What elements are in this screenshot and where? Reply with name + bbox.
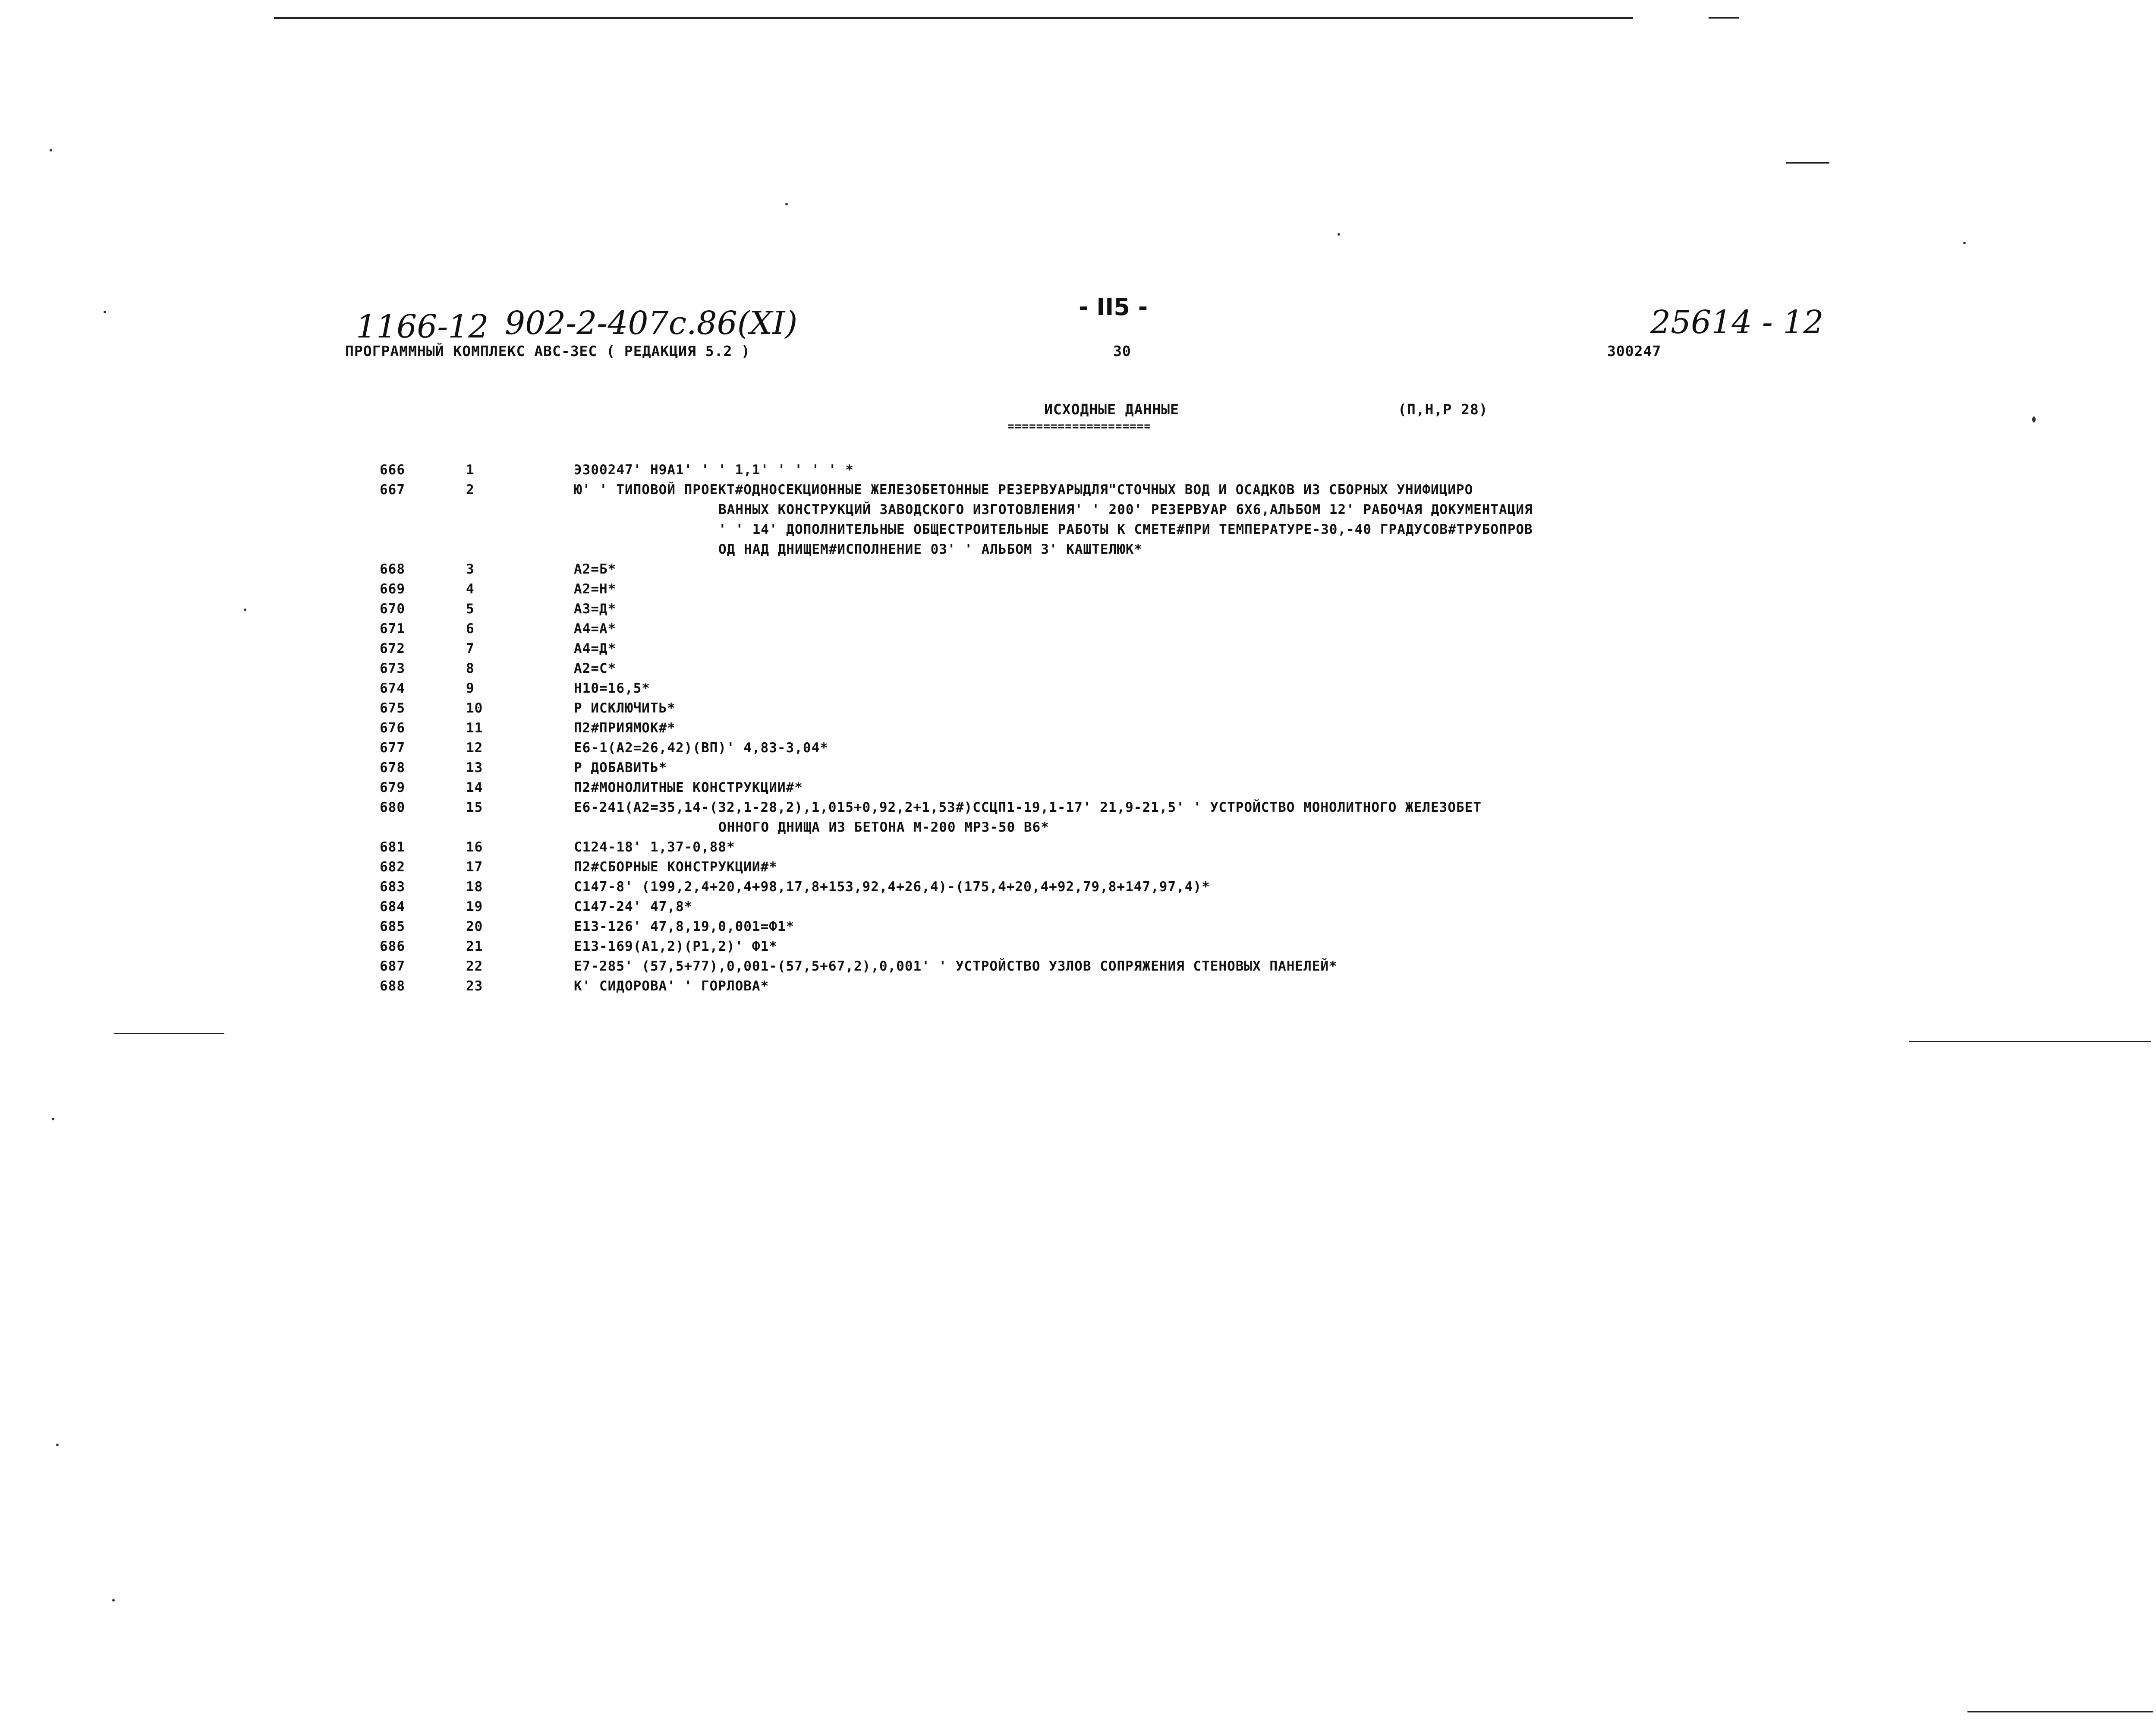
- row-content: [574, 936, 1873, 956]
- table-row: [380, 678, 1873, 698]
- row-index: 15: [466, 800, 483, 815]
- row-line: С147-8' (199,2,4+20,4+98,17,8+153,92,4+26,4)-(175,4+20,4+92,79,8+147,97,4)*: [574, 879, 1210, 895]
- row-line: А4=А*: [574, 621, 617, 637]
- table-row: [380, 897, 1873, 917]
- scan-speck: [104, 311, 106, 313]
- row-line: Е13-126' 47,8,19,0,001=Ф1*: [574, 919, 795, 934]
- row-content: [574, 460, 1873, 480]
- row-line: ОД НАД ДНИЩЕМ#ИСПОЛНЕНИЕ 03' ' АЛЬБОМ 3' КАШТЕЛЮК*: [718, 542, 1143, 557]
- scan-speck: [244, 609, 246, 611]
- right-handwritten-code: 25614 - 12: [1650, 304, 1824, 341]
- row-content: [574, 976, 1873, 996]
- table-row: [380, 698, 1873, 718]
- row-content: [574, 798, 1873, 837]
- row-line: А3=Д*: [574, 601, 617, 617]
- row-sequence-number: 684: [380, 899, 405, 914]
- table-row: [380, 460, 1873, 480]
- row-index: 6: [466, 621, 475, 637]
- row-sequence-number: 688: [380, 978, 405, 994]
- row-line: Р ИСКЛЮЧИТЬ*: [574, 700, 676, 716]
- row-line: А2=Н*: [574, 581, 617, 597]
- scan-speck: [52, 1118, 54, 1120]
- row-index: 11: [466, 720, 483, 736]
- row-index: 8: [466, 661, 475, 676]
- row-content: [574, 917, 1873, 936]
- row-line: ' ' 14' ДОПОЛНИТЕЛЬНЫЕ ОБЩЕСТРОИТЕЛЬНЫЕ РАБОТЫ К СМЕТЕ#ПРИ ТЕМПЕРАТУРЕ-30,-40 ГРАДУСОВ#ТРУБОПРОВ: [718, 522, 1533, 537]
- table-row: [380, 798, 1873, 837]
- row-index: 4: [466, 581, 475, 597]
- left-handwritten-project: 902-2-407с.86(XI): [505, 305, 798, 342]
- table-row: [380, 837, 1873, 857]
- section-title-underline: ====================: [1007, 420, 1152, 433]
- right-number: 300247: [1607, 343, 1662, 359]
- row-sequence-number: 673: [380, 661, 405, 676]
- row-sequence-number: 678: [380, 760, 405, 776]
- row-line: П2#СБОРНЫЕ КОНСТРУКЦИИ#*: [574, 859, 777, 875]
- row-line: ВАННЫХ КОНСТРУКЦИЙ ЗАВОДСКОГО ИЗГОТОВЛЕНИЯ' ' 200' РЕЗЕРВУАР 6Х6,АЛЬБОМ 12' РАБОЧАЯ ДОКУМЕНТАЦИЯ: [718, 502, 1533, 517]
- scan-speck: [785, 203, 788, 205]
- scan-speck: [1338, 233, 1340, 236]
- top-rule: [274, 17, 1633, 19]
- row-content: [574, 837, 1873, 857]
- row-index: 3: [466, 561, 475, 577]
- table-row: [380, 480, 1873, 559]
- row-index: 2: [466, 482, 475, 498]
- table-row: [380, 639, 1873, 659]
- row-sequence-number: 687: [380, 959, 405, 974]
- row-sequence-number: 670: [380, 601, 405, 617]
- row-content: [574, 480, 1873, 559]
- top-rule-tail: [1709, 17, 1739, 19]
- row-sequence-number: 677: [380, 740, 405, 756]
- row-sequence-number: 674: [380, 681, 405, 696]
- row-sequence-number: 675: [380, 700, 405, 716]
- row-content: [574, 678, 1873, 698]
- row-line: А2=Б*: [574, 561, 617, 577]
- page-marker: - II5 -: [1079, 293, 1148, 321]
- row-content: [574, 639, 1873, 659]
- table-row: [380, 579, 1873, 599]
- table-row: [380, 936, 1873, 956]
- table-row: [380, 659, 1873, 678]
- row-sequence-number: 671: [380, 621, 405, 637]
- row-index: 1: [466, 462, 475, 478]
- table-row: [380, 976, 1873, 996]
- scan-speck: [2032, 416, 2036, 423]
- row-content: [574, 857, 1873, 877]
- row-index: 23: [466, 978, 483, 994]
- row-index: 13: [466, 760, 483, 776]
- row-content: [574, 698, 1873, 718]
- row-index: 20: [466, 919, 483, 934]
- table-row: [380, 778, 1873, 798]
- row-line: Э300247' Н9А1' ' ' 1,1' ' ' ' ' *: [574, 462, 854, 478]
- row-content: [574, 758, 1873, 778]
- row-sequence-number: 666: [380, 462, 405, 478]
- program-line: ПРОГРАММНЫЙ КОМПЛЕКС АВС-3ЕС ( РЕДАКЦИЯ 5.2 ): [345, 343, 751, 359]
- row-sequence-number: 681: [380, 839, 405, 855]
- row-content: [574, 579, 1873, 599]
- bottom-right-rule: [1909, 1041, 2151, 1042]
- row-index: 18: [466, 879, 483, 895]
- row-sequence-number: 676: [380, 720, 405, 736]
- row-line: Е6-241(А2=35,14-(32,1-28,2),1,015+0,92,2+1,53#)ССЦП1-19,1-17' 21,9-21,5' ' УСТРОЙСТВО МОНОЛИТНОГО ЖЕЛЕЗОБЕТ: [574, 800, 1482, 815]
- table-row: [380, 758, 1873, 778]
- row-content: [574, 718, 1873, 738]
- row-content: [574, 599, 1873, 619]
- row-content: [574, 897, 1873, 917]
- table-row: [380, 857, 1873, 877]
- row-content: [574, 778, 1873, 798]
- row-index: 16: [466, 839, 483, 855]
- row-index: 5: [466, 601, 475, 617]
- scan-speck: [112, 1599, 115, 1602]
- bottom-corner-rule: [1967, 1711, 2153, 1712]
- row-sequence-number: 672: [380, 641, 405, 656]
- row-sequence-number: 667: [380, 482, 405, 498]
- row-sequence-number: 682: [380, 859, 405, 875]
- row-line: Е6-1(А2=26,42)(ВП)' 4,83-3,04*: [574, 740, 828, 756]
- table-row: [380, 917, 1873, 936]
- table-row: [380, 877, 1873, 897]
- row-index: 21: [466, 939, 483, 954]
- row-line: Ю' ' ТИПОВОЙ ПРОЕКТ#ОДНОСЕКЦИОННЫЕ ЖЕЛЕЗОБЕТОННЫЕ РЕЗЕРВУАРЫДЛЯ"СТОЧНЫХ ВОД И ОСАДКОВ ИЗ СБОРНЫХ УНИФИЦИРО: [574, 482, 1473, 498]
- table-row: [380, 718, 1873, 738]
- row-index: 17: [466, 859, 483, 875]
- row-line: Н10=16,5*: [574, 681, 650, 696]
- row-sequence-number: 686: [380, 939, 405, 954]
- scan-speck: [56, 1444, 59, 1446]
- row-line: Р ДОБАВИТЬ*: [574, 760, 667, 776]
- row-index: 12: [466, 740, 483, 756]
- scan-speck: [50, 149, 52, 151]
- table-row: [380, 599, 1873, 619]
- row-index: 19: [466, 899, 483, 914]
- row-content: [574, 877, 1873, 897]
- bottom-left-rule: [114, 1033, 224, 1034]
- row-line: ОННОГО ДНИЩА ИЗ БЕТОНА М-200 МРЗ-50 В6*: [718, 820, 1049, 835]
- row-line: Е13-169(А1,2)(Р1,2)' Ф1*: [574, 939, 777, 954]
- row-index: 14: [466, 780, 483, 795]
- section-params: (П,Н,Р 28): [1398, 401, 1488, 418]
- row-index: 9: [466, 681, 475, 696]
- data-table: [380, 460, 1873, 996]
- section-title: ИСХОДНЫЕ ДАННЫЕ: [1044, 401, 1180, 418]
- row-line: А2=С*: [574, 661, 617, 676]
- scan-speck: [1963, 242, 1966, 244]
- table-row: [380, 559, 1873, 579]
- table-row: [380, 619, 1873, 639]
- row-index: 22: [466, 959, 483, 974]
- row-line: А4=Д*: [574, 641, 617, 656]
- row-line: С147-24' 47,8*: [574, 899, 693, 914]
- row-sequence-number: 683: [380, 879, 405, 895]
- row-index: 7: [466, 641, 475, 656]
- row-sequence-number: 669: [380, 581, 405, 597]
- row-sequence-number: 679: [380, 780, 405, 795]
- row-sequence-number: 668: [380, 561, 405, 577]
- row-content: [574, 659, 1873, 678]
- row-content: [574, 619, 1873, 639]
- left-handwritten-code: 1166-12: [356, 308, 489, 345]
- row-sequence-number: 680: [380, 800, 405, 815]
- row-line: П2#ПРИЯМОК#*: [574, 720, 676, 736]
- row-line: Е7-285' (57,5+77),0,001-(57,5+67,2),0,001' ' УСТРОЙСТВО УЗЛОВ СОПРЯЖЕНИЯ СТЕНОВЫХ ПАНЕЛЕЙ*: [574, 959, 1338, 974]
- right-short-rule: [1786, 162, 1829, 164]
- center-number: 30: [1113, 343, 1131, 359]
- row-sequence-number: 685: [380, 919, 405, 934]
- row-content: [574, 559, 1873, 579]
- row-line: К' СИДОРОВА' ' ГОРЛОВА*: [574, 978, 769, 994]
- table-row: [380, 956, 1873, 976]
- row-index: 10: [466, 700, 483, 716]
- row-line: С124-18' 1,37-0,88*: [574, 839, 735, 855]
- row-line: П2#МОНОЛИТНЫЕ КОНСТРУКЦИИ#*: [574, 780, 803, 795]
- table-row: [380, 738, 1873, 758]
- row-content: [574, 956, 1873, 976]
- row-content: [574, 738, 1873, 758]
